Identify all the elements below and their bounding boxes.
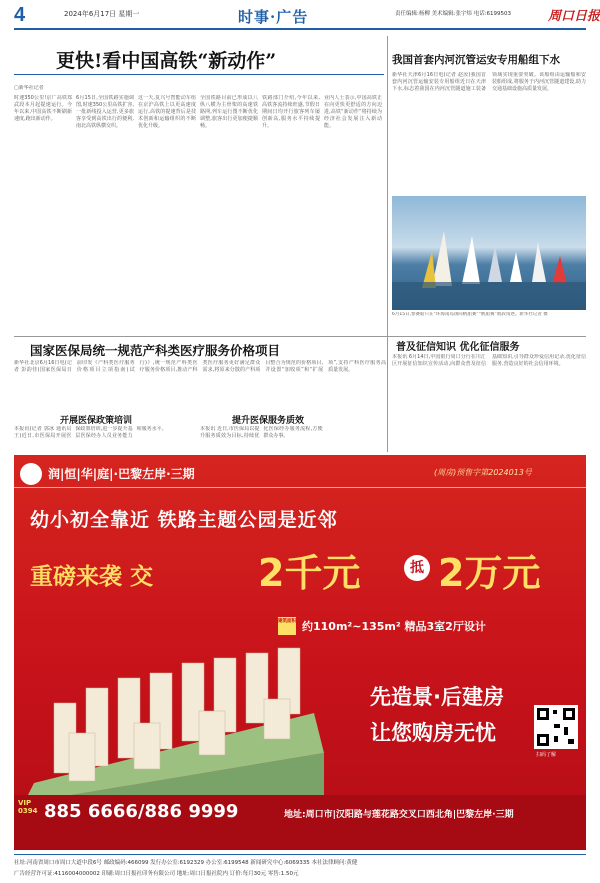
brand-logo-icon xyxy=(20,463,42,485)
qr-label: 扫码了解 xyxy=(536,752,557,758)
photo-caption: 6月15日,参赛船只在“环海南岛国际帆船赛”“帆船赛”航段角逐。新华社记者 摄 xyxy=(392,312,548,317)
ad-headline: 幼小初全靠近 铁路主题公园是近邻 xyxy=(30,509,338,531)
ad-address: 地址:周口市|汉阳路与莲花路交叉口西北角|巴黎左岸·三期 xyxy=(284,810,514,820)
ad-brand: 润|恒|华|庭|·巴黎左岸·三期 xyxy=(48,467,195,481)
insurance-article-text: 新华社北京6月16日电(记者 彭韵佳)国家医保局日前印发《产科类医疗服务价格项目立项指南(试行)》,统一规范产科类医疗服务价格项目,推动产科类医疗服务更好满足群众需求,将原来分散的产科项目整合为规范的价格项目,并设置“加收项”和“扩展项”,支持产科医疗服务高质量发展。 xyxy=(14,360,386,373)
page-number: 4 xyxy=(14,4,26,26)
ad-offset-badge: 抵 xyxy=(404,555,430,581)
building-rendering xyxy=(24,633,324,805)
subhead-training: 开展医保政策培训 xyxy=(60,416,133,426)
training-text: 本报讯(记者 郭冰 通讯员 王)近日,市医保局开展医保政策培训,进一步提升基层医保经办人员业务能力和服务水平。 xyxy=(14,426,167,439)
qr-code-icon[interactable] xyxy=(534,705,578,749)
ad-promo-amount-2: 2万元 xyxy=(438,551,541,595)
ad-slogan-1: 先造景·后建房 xyxy=(370,685,504,709)
sailboats-image xyxy=(392,196,586,310)
footer-info-line1: 社址:河南省周口市周口大道中段6号 邮政编码:466099 发行办公室:6192329 办公室:6199548 新闻研究中心:6069335 本社法律顾问:黄健 xyxy=(14,860,358,866)
vip-label: VIP 0394 xyxy=(18,799,38,815)
area-tag: 建筑面积 xyxy=(278,617,296,635)
issue-date: 2024年6月17日 星期一 xyxy=(64,10,140,18)
rail-article-col: 业内人士表示,中国高铁正在向更快更舒适的方向迈进,高铁“新动作”将持续为经济社会发展注入新动能。 xyxy=(324,95,382,129)
rail-article-col: 时速350公里!京广高铁郑武段本月起提速运行。今年以来,中国高铁不断刷新速度,跑出新动作。 xyxy=(14,95,72,122)
ad-promo-amount-1: 2千元 xyxy=(258,551,361,595)
divider xyxy=(14,487,586,488)
editor-info: 责任编辑:杨柳 美术编辑:张宇炜 电话:6199503 xyxy=(395,11,512,17)
rail-article-col: 全国铁路目前已形成以八纵八横为主骨架的高速铁路网,列车运行图不断优化调整,旅客出行更加便捷顺畅。 xyxy=(200,95,258,129)
ad-promo-text: 重磅来袭 交 xyxy=(30,564,154,590)
credit-article-text: 本报讯 6月14日,中国银行周口分行在川汇区开展征信知识宣传活动,向群众普及征信基础知识,引导群众珍爱信用记录,优化征信服务,营造良好的社会信用环境。 xyxy=(392,354,586,367)
subhead-service: 提升医保服务质效 xyxy=(232,416,305,426)
column-rule xyxy=(387,330,388,452)
real-estate-ad xyxy=(14,455,586,850)
rail-article-kicker: ▢新华社记者 xyxy=(14,85,44,91)
ad-phone[interactable]: 885 6666/886 9999 xyxy=(44,801,239,822)
ad-slogan-2: 让您购房无忧 xyxy=(370,721,496,745)
rail-article-col: 铁路部门介绍,今年以来,高铁客流持续旺盛,节假日期间日均开行旅客列车屡创新高,服务水平持续提升。 xyxy=(262,95,320,129)
credit-article-title: 普及征信知识 优化征信服务 xyxy=(396,342,520,353)
ad-permit: (周房)预售字第2024013号 xyxy=(434,468,532,477)
service-text: 本报讯 近日,市医保局以提升服务质效为目标,持续优化医保经办服务流程,方便群众办事。 xyxy=(200,426,323,439)
insurance-article-title: 国家医保局统一规范产科类医疗服务价格项目 xyxy=(30,343,281,358)
page-header xyxy=(0,0,600,30)
footer-info-line2: 广告经营许可证:4116004000002 印刷:周口日报社印务有限公司 地址:周口日报社院内 订价:每月30元 零售:1.50元 xyxy=(14,871,299,877)
column-rule xyxy=(387,36,388,336)
ad-area: 约110m²~135m² 精品3室2厅设计 xyxy=(302,620,486,633)
sailing-photo xyxy=(392,196,586,310)
ship-article-title: 我国首套内河沉管运安专用船组下水 xyxy=(392,54,560,66)
divider xyxy=(14,74,384,75)
rail-article-col: 这一天,复兴号智能动车组在京沪高铁上以更高速度运行,高铁的提速背后是技术创新和运输组织的不断优化升级。 xyxy=(138,95,196,129)
footer-rule xyxy=(14,854,586,855)
rail-article-col: 6月15日,全国铁路实施调图,时速350公里高铁扩容,一批新线投入运营,更多旅客享受到高铁出行的便利,南北高铁纵横交织。 xyxy=(76,95,134,129)
header-rule xyxy=(14,28,586,30)
newspaper-logo: 周口日报 xyxy=(548,9,600,24)
divider xyxy=(14,336,586,337)
section-title: 时事·广告 xyxy=(238,8,309,26)
ship-article-text: 新华社天津6月16日电(记者 赵汝)我国首套内河沉管运输安装专用船组近日在天津下水,标志着我国在内河沉管隧道施工装备领域实现重要突破。该船组由运输船和安装船组成,将服务于内河沉管隧道建设,助力交通基础设施高质量发展。 xyxy=(392,72,586,92)
rail-article-title: 更快!看中国高铁“新动作” xyxy=(56,50,277,72)
